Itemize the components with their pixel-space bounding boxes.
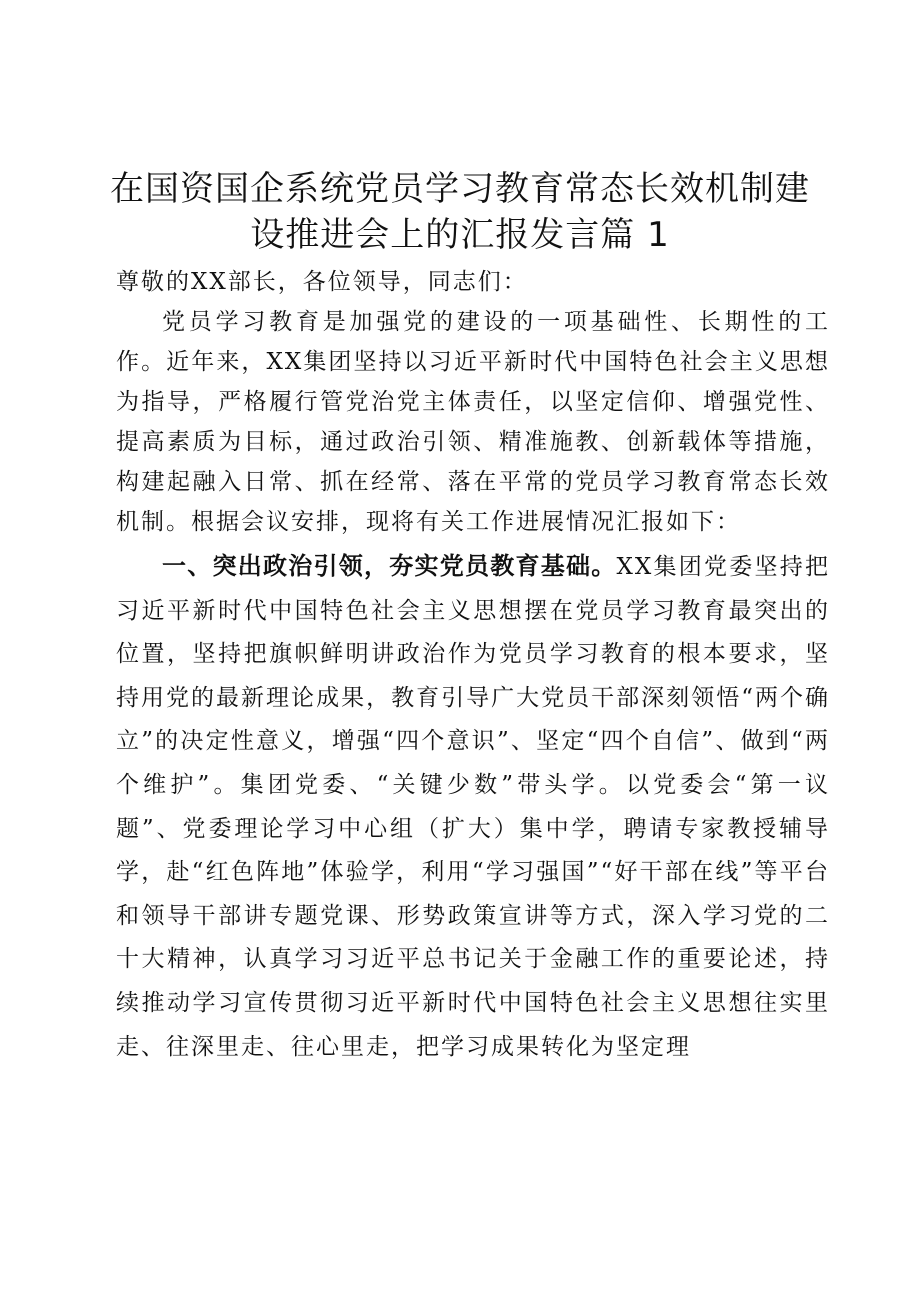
- paragraph-intro: 党员学习教育是加强党的建设的一项基础性、长期性的工作。近年来，XX集团坚持以习近平新时代中国特色社会主义思想为指导，严格履行管党治党主体责任，以坚定信仰、增强党性、提高素质为目标，通过政治引领、精准施教、创新载体等措施，构建起融入日常、抓在经常、落在平常的党员学习教育常态长效机制。根据会议安排，现将有关工作进展情况汇报如下：: [116, 309, 830, 535]
- salutation: 尊敬的XX部长，各位领导，同志们：: [116, 269, 528, 295]
- section-body: XX集团党委坚持把习近平新时代中国特色社会主义思想摆在党员学习教育最突出的位置，坚持把旗帜鲜明讲政治作为党员学习教育的根本要求，坚持用党的最新理论成果，教育引导广大党员干部深刻领悟“两个确立”的决定性意义，增强“四个意识”、坚定“四个自信”、做到“两个维护”。集团党委、“关键少数”带头学。以党委会“第一议题”、党委理论学习中心组（扩大）集中学，聘请专家教授辅导学，赴“红色阵地”体验学，利用“学习强国”“好干部在线”等平台和领导干部讲专题党课、形势政策宣讲等方式，深入学习党的二十大精神，认真学习习近平总书记关于金融工作的重要论述，持续推动学习宣传贯彻习近平新时代中国特色社会主义思想往实里走、往深里走、往心里走，把学习成果转化为坚定理: [116, 554, 830, 1060]
- title-line-1: 在国资国企系统党员学习教育常态长效机制建: [110, 169, 810, 209]
- document-body: [116, 262, 830, 1069]
- title-line-2: 设推进会上的汇报发言篇 1: [250, 215, 670, 255]
- document-title: [100, 166, 820, 258]
- paragraph-section-1: [116, 545, 830, 1069]
- section-heading: 一、突出政治引领，夯实党员教育基础。: [162, 552, 617, 580]
